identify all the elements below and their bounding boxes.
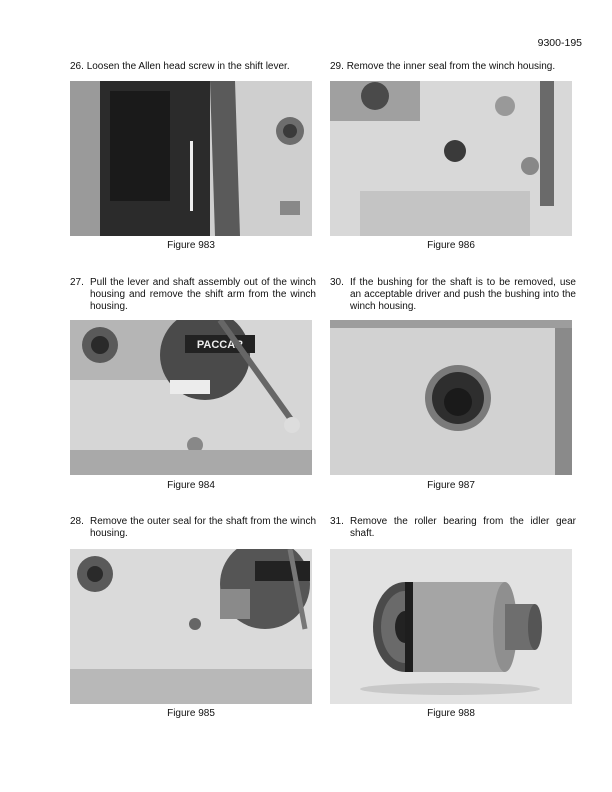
step-31 [330,516,576,540]
figure-985-caption: Figure 985 [167,708,215,719]
step-number: 27. [70,277,84,288]
figure-984-photo [70,320,312,475]
step-text: Pull the lever and shaft assembly out of the winch housing and remove the shift arm from the winch housing. [90,277,316,312]
step-text: If the bushing for the shaft is to be removed, use an acceptable driver and push the bushing into the winch housing. [350,277,576,312]
step-number: 29. [330,61,344,72]
page-number: 9300-195 [537,37,582,49]
figure-985-photo [70,549,312,704]
figure-987-caption: Figure 987 [427,480,475,491]
step-number: 30. [330,277,344,288]
step-26 [70,61,316,73]
figure-983-photo [70,81,312,236]
step-29 [330,61,576,73]
step-text: Loosen the Allen head screw in the shift lever. [86,61,290,72]
figure-988-photo [330,549,572,704]
figure-984-caption: Figure 984 [167,480,215,491]
step-27 [70,277,316,313]
figure-986-photo [330,81,572,236]
figure-988-caption: Figure 988 [427,708,475,719]
step-text: Remove the inner seal from the winch housing. [346,61,556,72]
figure-986-caption: Figure 986 [427,240,475,251]
step-number: 31. [330,516,344,527]
figure-987-photo [330,320,572,475]
step-number: 28. [70,516,84,527]
step-text: Remove the outer seal for the shaft from the winch housing. [90,516,316,539]
step-30 [330,277,576,313]
step-28 [70,516,316,540]
figure-983-caption: Figure 983 [167,240,215,251]
step-text: Remove the roller bearing from the idler gear shaft. [350,516,576,539]
step-number: 26. [70,61,84,72]
brand-logo: PACCAR [196,339,244,351]
